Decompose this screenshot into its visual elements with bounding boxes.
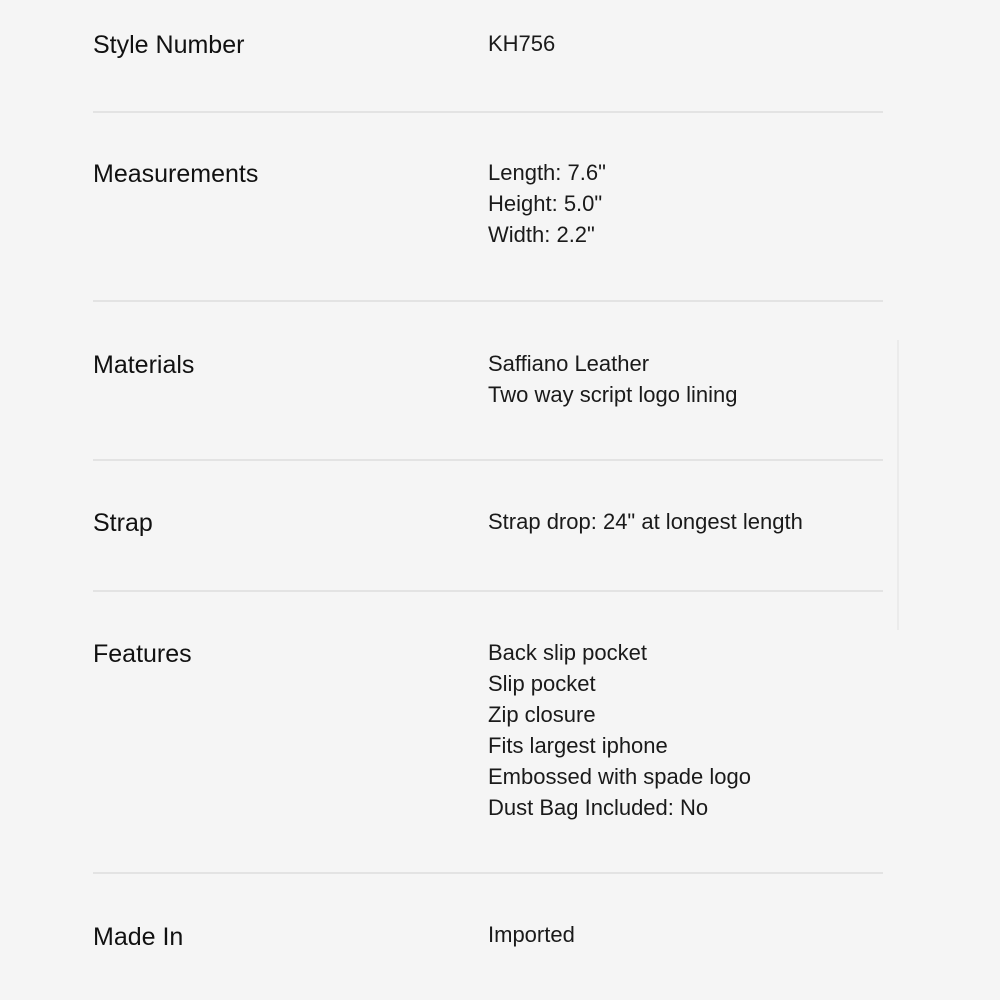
spec-value: Back slip pocket [488, 640, 647, 665]
spec-value: Length: 7.6" [488, 160, 606, 185]
spec-values [488, 348, 737, 410]
spec-value: Dust Bag Included: No [488, 795, 709, 820]
spec-label: Measurements [93, 160, 259, 188]
spec-values [488, 637, 751, 823]
scrollbar-track[interactable] [897, 340, 899, 630]
spec-value: Two way script logo lining [488, 382, 738, 407]
spec-row-measurements [93, 113, 883, 302]
spec-value: Fits largest iphone [488, 733, 668, 758]
spec-row-materials [93, 302, 883, 461]
spec-value: Strap drop: 24" at longest length [488, 509, 803, 534]
spec-label: Made In [93, 923, 184, 951]
spec-values [488, 28, 555, 59]
spec-value: Slip pocket [488, 671, 596, 696]
spec-value: Zip closure [488, 702, 596, 727]
spec-label: Strap [93, 509, 153, 537]
spec-value: Height: 5.0" [488, 191, 603, 216]
spec-label: Style Number [93, 31, 245, 59]
spec-values [488, 919, 575, 950]
spec-value: Width: 2.2" [488, 222, 595, 247]
spec-row-features [93, 592, 883, 874]
spec-row-style-number [93, 0, 883, 113]
spec-value: Embossed with spade logo [488, 764, 751, 789]
spec-label: Materials [93, 351, 195, 379]
spec-value: KH756 [488, 31, 556, 56]
product-specifications [93, 0, 883, 1000]
spec-value: Saffiano Leather [488, 351, 650, 376]
spec-values [488, 506, 803, 537]
spec-value: Imported [488, 922, 575, 947]
spec-row-made-in [93, 874, 883, 1000]
spec-row-strap [93, 461, 883, 592]
spec-label: Features [93, 640, 192, 668]
spec-values [488, 157, 606, 250]
